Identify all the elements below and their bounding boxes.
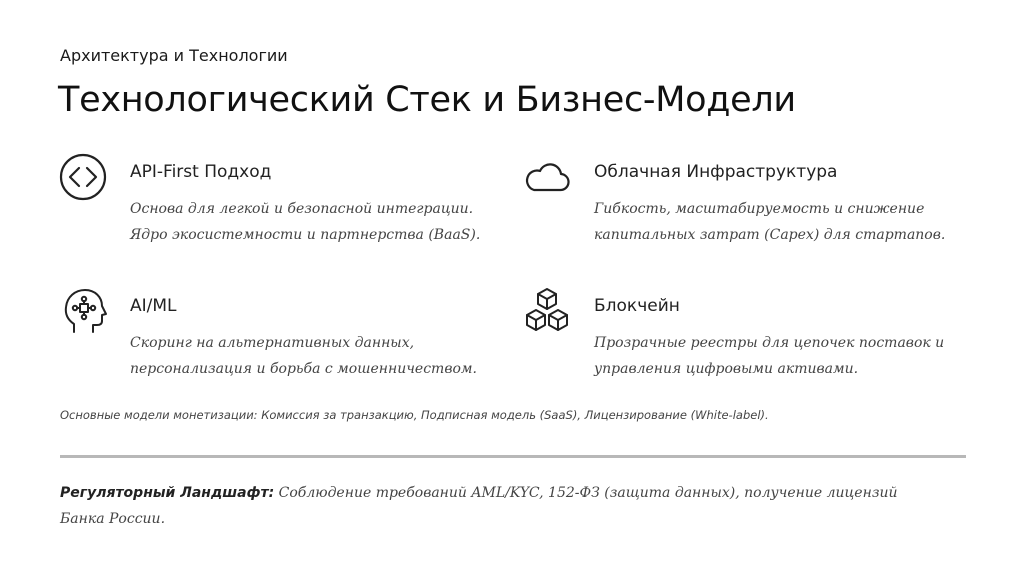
slide-subtitle: Архитектура и Технологии <box>60 46 288 65</box>
card-description <box>594 196 974 248</box>
desc-line: Ядро экосистемности и партнерства (BaaS). <box>130 227 481 243</box>
slide-title: Технологический Стек и Бизнес-Модели <box>58 80 796 120</box>
card-heading: Облачная Инфраструктура <box>594 162 838 182</box>
card-description <box>130 196 510 248</box>
desc-line: Скоринг на альтернативных данных, <box>130 335 415 351</box>
desc-line: управления цифровыми активами. <box>594 361 859 377</box>
card-heading: Блокчейн <box>594 296 680 316</box>
cloud-icon <box>522 152 572 202</box>
ai-head-icon <box>58 286 108 336</box>
desc-line: Прозрачные реестры для цепочек поставок и <box>594 335 945 351</box>
card-heading: AI/ML <box>130 296 177 316</box>
card-description <box>594 330 974 382</box>
blockchain-cubes-icon <box>522 286 572 336</box>
code-brackets-icon <box>58 152 108 202</box>
divider <box>60 455 966 458</box>
regulatory-text: Соблюдение требований AML/KYC, 152-ФЗ (защита данных), получение лицензий Банка России. <box>60 485 898 527</box>
card-description <box>130 330 510 382</box>
regulatory-note <box>60 480 940 532</box>
monetization-note: Основные модели монетизации: Комиссия за транзакцию, Подписная модель (SaaS), Лицензирование (White-label). <box>60 408 769 422</box>
desc-line: капитальных затрат (Capex) для стартапов. <box>594 227 946 243</box>
card-heading: API-First Подход <box>130 162 272 182</box>
desc-line: Гибкость, масштабируемость и снижение <box>594 201 925 217</box>
desc-line: персонализация и борьба с мошенничеством. <box>130 361 477 377</box>
desc-line: Основа для легкой и безопасной интеграции. <box>130 201 474 217</box>
regulatory-label: Регуляторный Ландшафт: <box>60 485 275 501</box>
